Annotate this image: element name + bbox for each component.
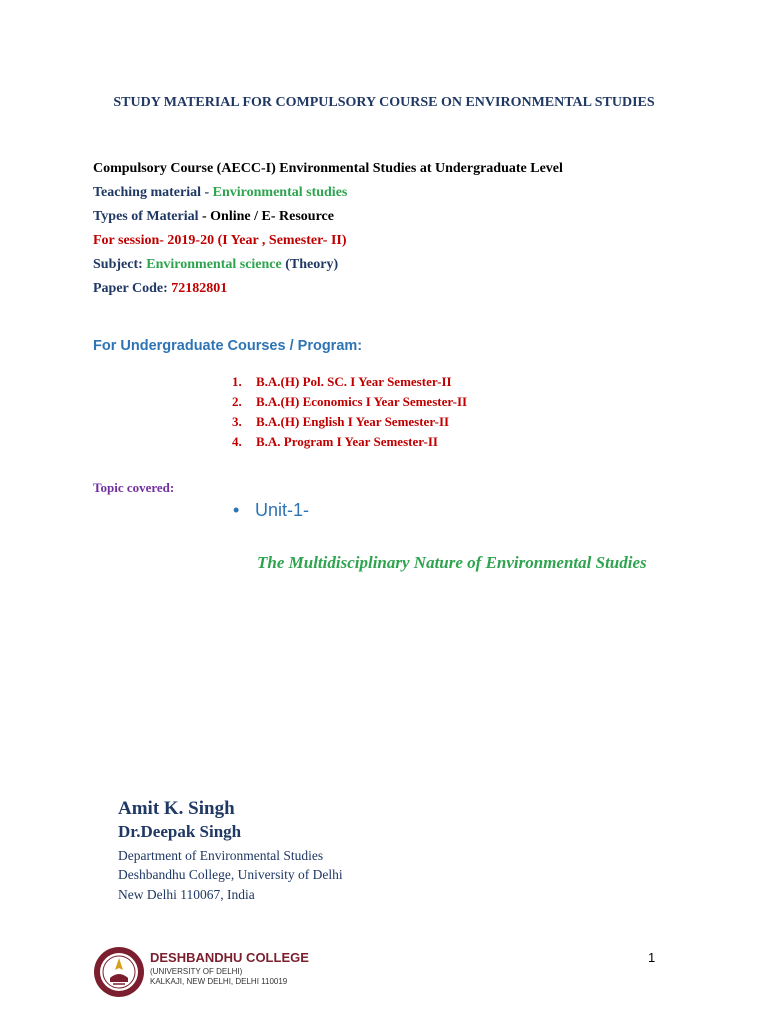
document-title: STUDY MATERIAL FOR COMPULSORY COURSE ON ENVIRONMENTAL STUDIES bbox=[113, 95, 655, 110]
college-logo-icon bbox=[93, 946, 145, 998]
course-line: Compulsory Course (AECC-I) Environmental Studies at Undergraduate Level bbox=[93, 161, 563, 176]
types-of-material-value: - Online / E- Resource bbox=[198, 209, 334, 224]
subject-value: Environmental science bbox=[146, 257, 282, 272]
page-number: 1 bbox=[648, 950, 656, 965]
list-item bbox=[232, 412, 467, 432]
list-item-text: B.A. Program I Year Semester-II bbox=[256, 434, 438, 449]
subject-line bbox=[93, 256, 338, 274]
list-item-text: B.A.(H) Economics I Year Semester-II bbox=[256, 394, 468, 409]
list-item bbox=[232, 372, 467, 392]
author-name: Dr.Deepak Singh bbox=[118, 822, 242, 841]
author-name: Amit K. Singh bbox=[118, 798, 235, 819]
types-of-material-line bbox=[93, 208, 334, 226]
topic-covered-label: Topic covered: bbox=[93, 480, 175, 495]
subject-label: Subject: bbox=[93, 257, 147, 272]
programs-heading: For Undergraduate Courses / Program: bbox=[93, 338, 363, 354]
affiliation-line: New Delhi 110067, India bbox=[118, 887, 255, 902]
paper-code-label: Paper Code: bbox=[93, 281, 172, 296]
unit-label: Unit-1- bbox=[255, 500, 310, 520]
teaching-material-value: Environmental studies bbox=[212, 185, 348, 200]
list-item-number: 3. bbox=[232, 414, 242, 429]
session-label: For session- bbox=[93, 233, 168, 248]
subject-suffix: (Theory) bbox=[281, 257, 339, 272]
unit-title: The Multidisciplinary Nature of Environmental Studies bbox=[257, 553, 647, 572]
affiliation-line: Department of Environmental Studies bbox=[118, 848, 324, 863]
affiliation-line: Deshbandhu College, University of Delhi bbox=[118, 867, 343, 882]
paper-code-value: 72182801 bbox=[171, 281, 228, 296]
college-subtitle: (UNIVERSITY OF DELHI) bbox=[150, 967, 243, 976]
unit-heading bbox=[233, 500, 309, 521]
teaching-material-line bbox=[93, 184, 347, 202]
session-line bbox=[93, 232, 347, 250]
list-item bbox=[232, 392, 467, 412]
list-item bbox=[232, 432, 467, 452]
paper-code-line bbox=[93, 280, 227, 298]
programs-list bbox=[232, 372, 467, 452]
bullet-icon: • bbox=[233, 500, 240, 520]
session-value: 2019-20 (I Year , Semester- II) bbox=[167, 233, 347, 248]
teaching-material-label: Teaching material - bbox=[93, 185, 213, 200]
college-address: KALKAJI, NEW DELHI, DELHI 110019 bbox=[150, 977, 288, 986]
list-item-text: B.A.(H) Pol. SC. I Year Semester-II bbox=[256, 374, 452, 389]
list-item-number: 1. bbox=[232, 374, 242, 389]
list-item-text: B.A.(H) English I Year Semester-II bbox=[256, 414, 450, 429]
college-name: DESHBANDHU COLLEGE bbox=[150, 950, 309, 965]
types-of-material-label: Types of Material bbox=[93, 209, 199, 224]
list-item-number: 2. bbox=[232, 394, 242, 409]
list-item-number: 4. bbox=[232, 434, 242, 449]
